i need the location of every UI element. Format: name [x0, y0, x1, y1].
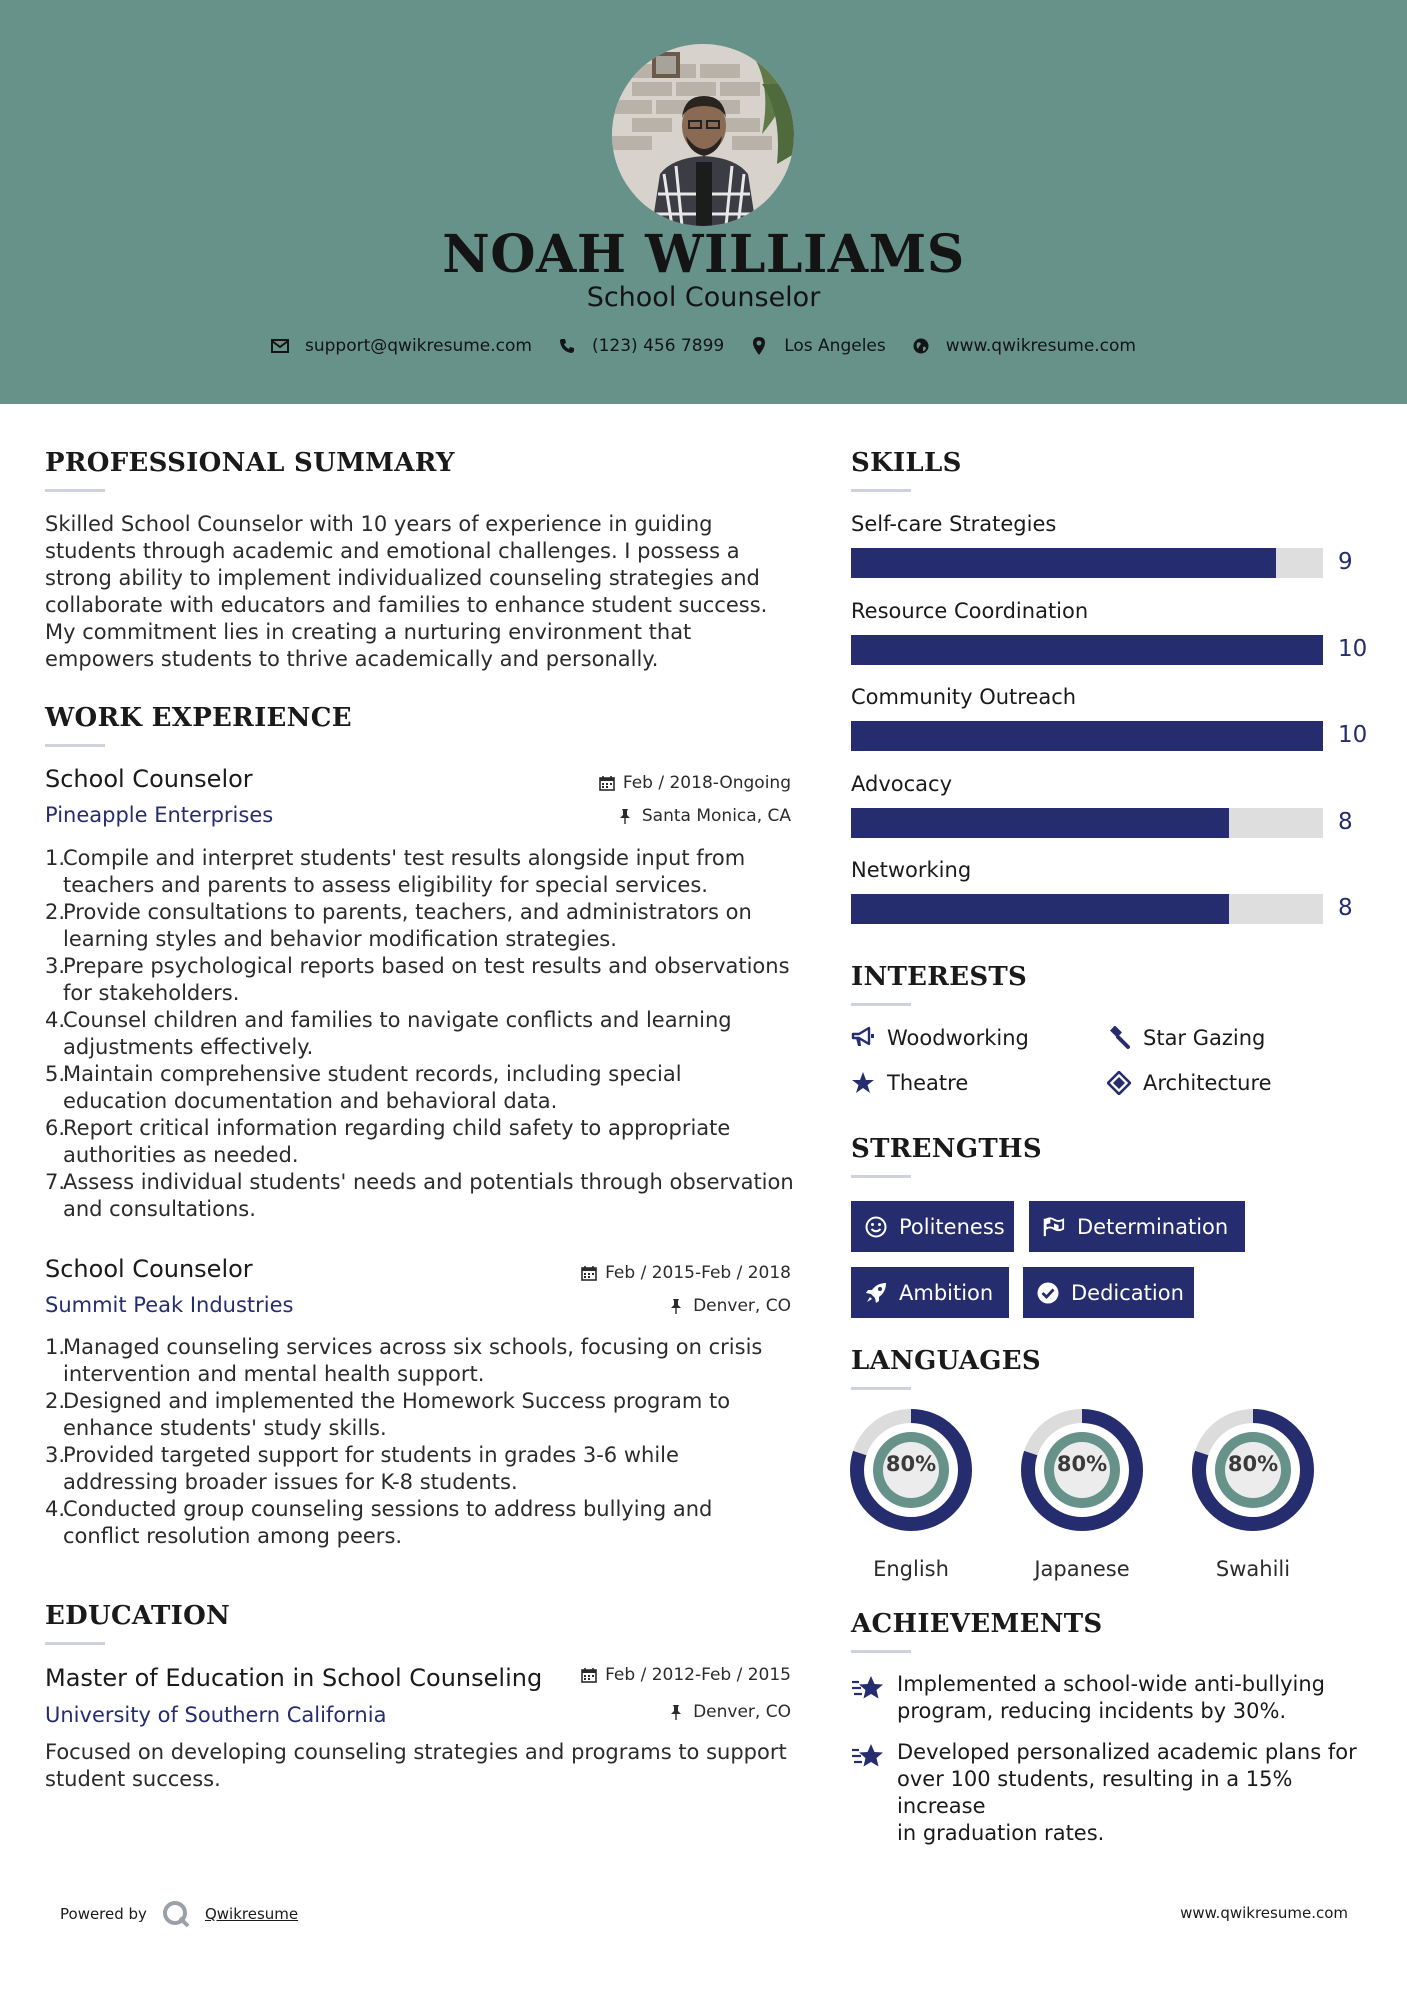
pushpin-icon: [669, 1704, 685, 1720]
summary-line: students through academic and emotional challenges. I possess a: [45, 539, 740, 563]
strength-chip: [851, 1267, 1009, 1318]
summary-line: My commitment lies in creating a nurturing environment that: [45, 620, 692, 644]
language-name: English: [873, 1557, 949, 1581]
contact-location: [750, 336, 886, 356]
skill-name: Community Outreach: [851, 685, 1077, 709]
skill-bar-fill: [851, 635, 1323, 665]
ticket-icon: [1107, 1071, 1131, 1095]
job-meta-location: [560, 1296, 791, 1320]
interests-rule: [851, 1003, 911, 1006]
languages-title: LANGUAGES: [851, 1346, 1041, 1376]
calendar-icon: [581, 1667, 597, 1683]
job-duties: [45, 845, 805, 1223]
language-name: Japanese: [1034, 1557, 1130, 1581]
skill-bar-track: [851, 721, 1323, 751]
flag-icon: [1043, 1216, 1065, 1238]
summary-line: collaborate with educators and families to enhance student success.: [45, 593, 768, 617]
achievement-line: over 100 students, resulting in a 15% increase: [897, 1767, 1293, 1818]
skills-title: SKILLS: [851, 448, 962, 478]
calendar-icon: [581, 1265, 597, 1281]
skill-bar-track: [851, 894, 1323, 924]
skill-name: Networking: [851, 858, 972, 882]
achievement-line: in graduation rates.: [897, 1821, 1105, 1845]
skill-score: 8: [1338, 895, 1353, 921]
language-name: Swahili: [1215, 1557, 1291, 1581]
duty-item: 1. Compile and interpret students' test results alongside input from teachers and parents to assess eligibility for special services.: [45, 846, 746, 897]
email-text: support@qwikresume.com: [305, 336, 532, 356]
powered-by-text: Powered by: [60, 1905, 147, 1923]
job-company: Summit Peak Industries: [45, 1293, 294, 1317]
skill-score: 9: [1338, 549, 1353, 575]
degree-title: Master of Education in School Counseling: [45, 1664, 543, 1692]
duty-item: 3. Prepare psychological reports based on test results and observations for stakeholders.: [45, 954, 790, 1005]
skill-bar-track: [851, 808, 1323, 838]
interest-item: [1107, 1071, 1272, 1095]
job-meta-location: [560, 806, 791, 830]
phone-icon: [558, 337, 576, 355]
skill-bar-fill: [851, 894, 1229, 924]
interest-label: Theatre: [887, 1071, 969, 1095]
candidate-role: School Counselor: [586, 282, 821, 313]
skill-bar-track: [851, 635, 1323, 665]
skill-bar-fill: [851, 721, 1323, 751]
duty-item: 5. Maintain comprehensive student records, including special education documentation and behavioral data.: [45, 1062, 682, 1113]
job-company: Pineapple Enterprises: [45, 803, 274, 827]
contact-website[interactable]: [912, 336, 1136, 356]
interest-item: [851, 1026, 1029, 1050]
strength-label: Ambition: [899, 1280, 994, 1305]
duty-item: 4. Counsel children and families to navigate conflicts and learning adjustments effectively.: [45, 1008, 732, 1059]
candidate-name: NOAH WILLIAMS: [442, 224, 965, 285]
education-title: EDUCATION: [45, 1601, 231, 1631]
footer-branding: [60, 1899, 298, 1929]
skill-bar-fill: [851, 808, 1229, 838]
job-location: Santa Monica, CA: [641, 806, 791, 826]
duty-item: 2. Designed and implemented the Homework Success program to enhance students' study skills.: [45, 1389, 731, 1440]
strength-chip: [851, 1201, 1014, 1252]
skill-score: 8: [1338, 808, 1353, 835]
language-item: [1192, 1409, 1314, 1581]
language-percent: 80%: [885, 1452, 937, 1476]
duty-item: 2. Provide consultations to parents, teachers, and administrators on learning styles and behavior modification strategies.: [45, 900, 752, 951]
skill-name: Advocacy: [851, 771, 952, 796]
summary-text: [45, 511, 805, 673]
envelope-icon: [271, 337, 289, 355]
achievement-line: Developed personalized academic plans for: [897, 1740, 1357, 1764]
interests-title: INTERESTS: [851, 962, 1028, 992]
skill-name: Self-care Strategies: [851, 512, 1057, 536]
strength-label: Politeness: [899, 1214, 1005, 1239]
interest-label: Woodworking: [887, 1026, 1029, 1050]
job-title: School Counselor: [45, 1255, 253, 1283]
skill-score: 10: [1338, 722, 1368, 748]
footer-website-link[interactable]: www.qwikresume.com: [1180, 1904, 1348, 1922]
duty-item: 1. Managed counseling services across six schools, focusing on crisis intervention and mental health support.: [45, 1335, 763, 1386]
education-meta-dates: [560, 1665, 791, 1689]
job-dates: Feb / 2018-Ongoing: [622, 773, 791, 793]
achievements-title: ACHIEVEMENTS: [851, 1609, 1103, 1639]
duty-item: 6. Report critical information regarding child safety to appropriate authorities as needed.: [45, 1116, 731, 1167]
language-percent: 80%: [1056, 1452, 1108, 1476]
school-name: University of Southern California: [45, 1703, 387, 1727]
skill-bar-track: [851, 548, 1323, 578]
globe-icon: [912, 337, 930, 355]
language-item: [850, 1409, 972, 1581]
contact-email[interactable]: [271, 336, 532, 356]
contact-phone[interactable]: [558, 336, 724, 356]
achievement-item: [851, 1671, 1371, 1725]
interest-label: Star Gazing: [1143, 1026, 1266, 1050]
interest-label: Architecture: [1143, 1071, 1272, 1095]
gavel-icon: [1107, 1026, 1131, 1050]
languages-rule: [851, 1387, 911, 1390]
summary-line: empowers students to thrive academically and personally.: [45, 647, 659, 671]
qwikresume-logo-icon: [161, 1899, 191, 1929]
job-duties: [45, 1334, 805, 1550]
job-title: School Counselor: [45, 765, 253, 793]
pushpin-icon: [669, 1298, 685, 1314]
summary-rule: [45, 489, 105, 492]
map-pin-icon: [750, 337, 768, 355]
megaphone-icon: [851, 1026, 875, 1050]
smile-icon: [865, 1216, 887, 1238]
job-location: Denver, CO: [693, 1296, 791, 1316]
website-text: www.qwikresume.com: [945, 336, 1136, 356]
brand-link[interactable]: Qwikresume: [204, 1905, 299, 1923]
strength-label: Determination: [1077, 1214, 1229, 1239]
job-meta-dates: [560, 773, 791, 797]
strength-label: Dedication: [1071, 1280, 1184, 1305]
education-line: student success.: [45, 1767, 221, 1791]
education-rule: [45, 1642, 105, 1645]
calendar-icon: [599, 775, 615, 791]
duty-item: 3. Provided targeted support for students in grades 3-6 while addressing broader issues for K-8 students.: [45, 1443, 679, 1494]
education-dates: Feb / 2012-Feb / 2015: [605, 1665, 791, 1685]
skill-score: 10: [1338, 635, 1368, 662]
skills-rule: [851, 489, 911, 492]
education-location: Denver, CO: [693, 1702, 791, 1722]
phone-text: (123) 456 7899: [591, 336, 725, 356]
strength-chip: [1023, 1267, 1194, 1318]
achievement-line: program, reducing incidents by 30%.: [897, 1699, 1287, 1723]
language-item: [1021, 1409, 1143, 1581]
profile-photo: [612, 44, 794, 226]
duty-item: 4. Conducted group counseling sessions to address bullying and conflict resolution among peers.: [45, 1497, 713, 1548]
experience-title: WORK EXPERIENCE: [45, 703, 352, 733]
summary-line: Skilled School Counselor with 10 years of experience in guiding: [45, 512, 713, 536]
skill-name: Resource Coordination: [851, 598, 1089, 623]
star-icon: [851, 1071, 875, 1095]
experience-rule: [45, 744, 105, 747]
pushpin-icon: [618, 808, 634, 824]
summary-line: strong ability to implement individualized counseling strategies and: [45, 566, 760, 590]
interest-item: [851, 1071, 968, 1095]
education-meta-location: [560, 1702, 791, 1726]
duty-item: 7. Assess individual students' needs and potentials through observation and consultations.: [45, 1170, 794, 1221]
achievement-line: Implemented a school-wide anti-bullying: [897, 1672, 1325, 1696]
summary-title: PROFESSIONAL SUMMARY: [45, 448, 455, 478]
award-star-icon: [851, 1741, 885, 1771]
strength-chip: [1029, 1201, 1245, 1252]
job-meta-dates: [560, 1263, 791, 1287]
strengths-rule: [851, 1175, 911, 1178]
award-star-icon: [851, 1673, 885, 1703]
resume-header: [0, 0, 1407, 404]
achievements-rule: [851, 1650, 911, 1653]
job-dates: Feb / 2015-Feb / 2018: [605, 1263, 791, 1283]
education-text: [45, 1739, 805, 1793]
check-circle-icon: [1037, 1282, 1059, 1304]
skill-bar-fill: [851, 548, 1276, 578]
rocket-icon: [865, 1282, 887, 1304]
education-line: Focused on developing counseling strategies and programs to support: [45, 1740, 787, 1764]
strengths-title: STRENGTHS: [851, 1134, 1042, 1164]
language-percent: 80%: [1227, 1452, 1279, 1476]
contact-bar: [0, 336, 1407, 356]
location-text: Los Angeles: [784, 336, 886, 356]
achievement-item: [851, 1739, 1371, 1847]
interest-item: [1107, 1026, 1265, 1050]
